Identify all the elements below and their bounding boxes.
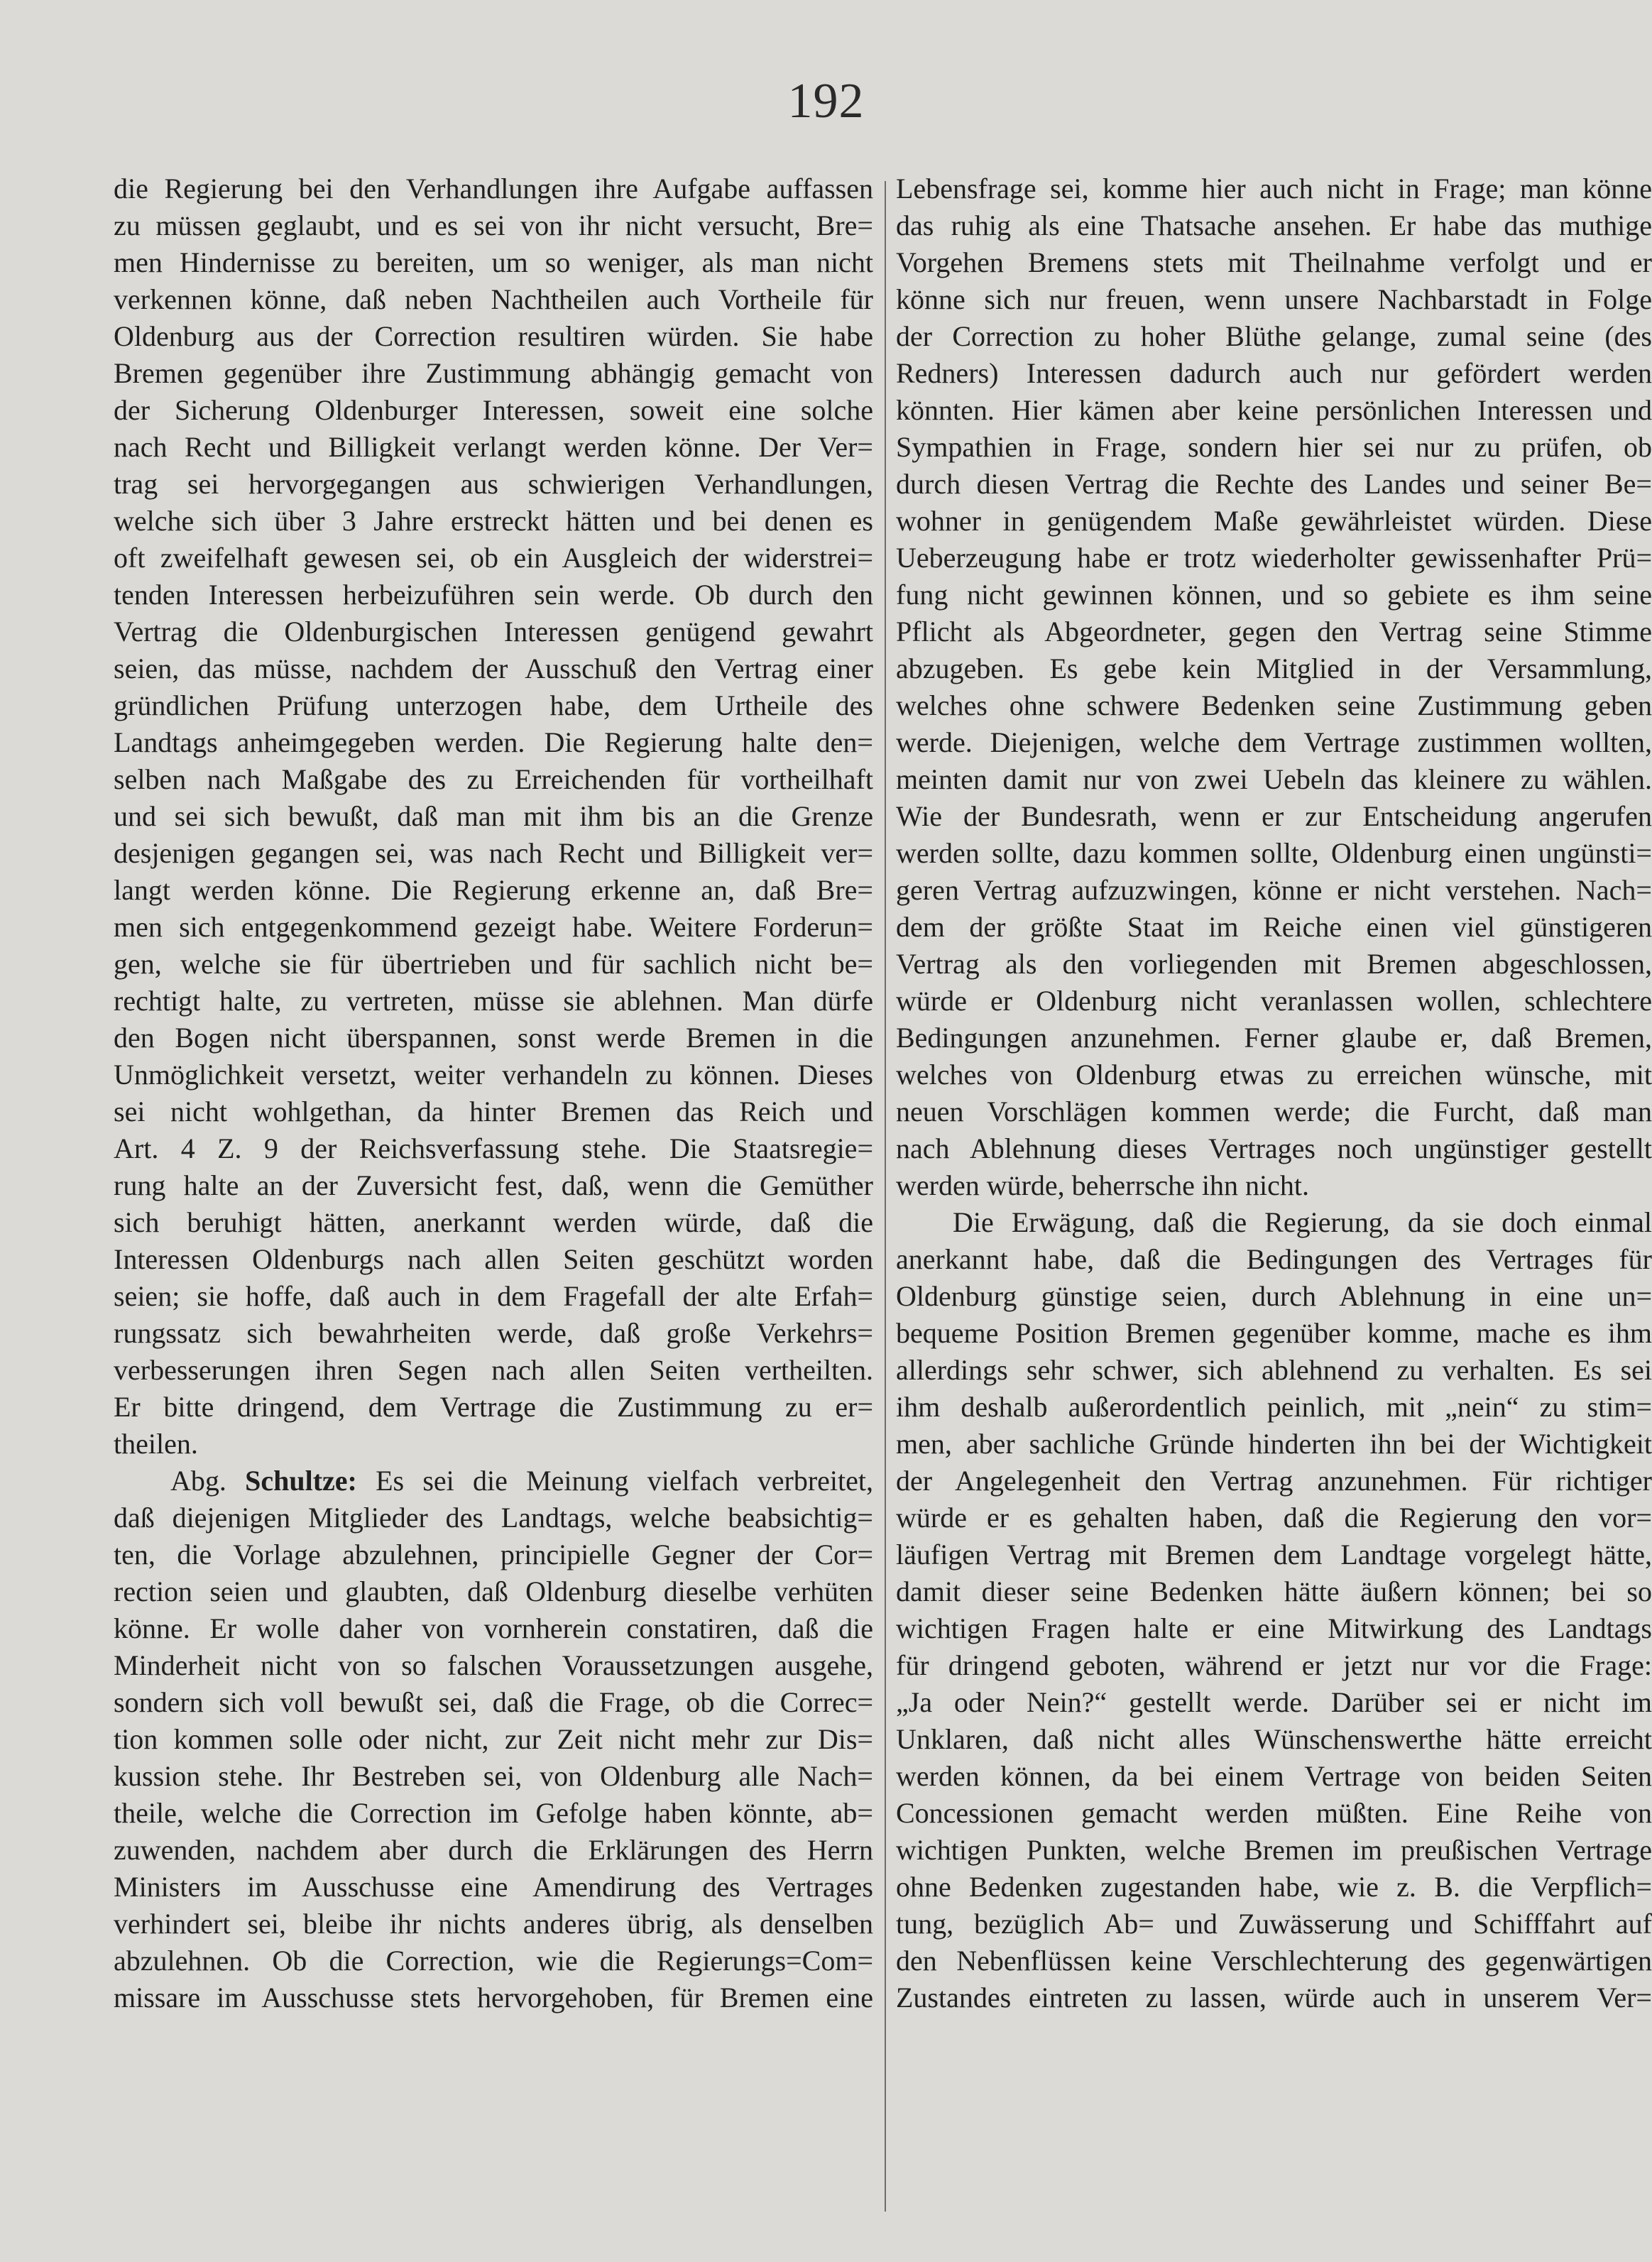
paragraph-line: wichtigen Punkten, welche Bremen im preußischen Vertrage xyxy=(896,1834,1652,1866)
text-line: Oldenburg aus der Correction resultiren würden. Sie habe xyxy=(114,320,873,352)
text-line: fung nicht gewinnen können, und so gebiete es ihm seine xyxy=(896,579,1652,611)
paragraph-line: allerdings sehr schwer, sich ablehnend zu verhalten. Es sei xyxy=(896,1354,1652,1386)
text-line: geren Vertrag aufzuzwingen, könne er nicht verstehen. Nach= xyxy=(896,874,1652,906)
left-column-opening-text xyxy=(114,170,873,1463)
text-line: dem der größte Staat im Reiche einen viel günstigeren xyxy=(896,911,1652,943)
speech-line: rection seien und glaubten, daß Oldenburg dieselbe verhüten xyxy=(114,1575,873,1607)
text-line: sei nicht wohlgethan, da hinter Bremen das Reich und xyxy=(114,1096,873,1127)
text-line: welche sich über 3 Jahre erstreckt hätten und bei denen es xyxy=(114,505,873,537)
speaker-paragraph xyxy=(114,1463,873,2016)
text-line: Landtags anheimgegeben werden. Die Regierung halte den= xyxy=(114,726,873,758)
paragraph-line: würde er es gehalten haben, daß die Regierung den vor= xyxy=(896,1502,1652,1534)
speaker-prefix: Abg. xyxy=(170,1465,226,1497)
paragraph-line: werden können, da bei einem Vertrage von beiden Seiten xyxy=(896,1760,1652,1792)
speech-line: verhindert sei, bleibe ihr nichts anderes übrig, als denselben xyxy=(114,1908,873,1940)
text-line: den Bogen nicht überspannen, sonst werde Bremen in die xyxy=(114,1022,873,1054)
paragraph-line: bequeme Position Bremen gegenüber komme, mache es ihm xyxy=(896,1317,1652,1349)
paragraph-line: tung, bezüglich Ab= und Zuwässerung und Schifffahrt auf xyxy=(896,1908,1652,1940)
right-column-new-paragraph xyxy=(896,1204,1652,2016)
text-line: Bedingungen anzunehmen. Ferner glaube er, daß Bremen, xyxy=(896,1022,1652,1054)
text-line: verkennen könne, daß neben Nachtheilen auch Vortheile für xyxy=(114,283,873,315)
text-line: nach Recht und Billigkeit verlangt werden könne. Der Ver= xyxy=(114,431,873,463)
text-line: werden würde, beherrsche ihn nicht. xyxy=(896,1169,1309,1201)
speech-line: sondern sich voll bewußt sei, daß die Frage, ob die Correc= xyxy=(114,1686,873,1718)
speech-line: zuwenden, nachdem aber durch die Erklärungen des Herrn xyxy=(114,1834,873,1866)
text-line: Vorgehen Bremens stets mit Theilnahme verfolgt und er xyxy=(896,246,1652,278)
text-line: abzugeben. Es gebe kein Mitglied in der Versammlung, xyxy=(896,652,1652,684)
text-line: meinten damit nur von zwei Uebeln das kleinere zu wählen. xyxy=(896,763,1652,795)
text-line: und sei sich bewußt, daß man mit ihm bis an die Grenze xyxy=(114,800,873,832)
speech-line: theile, welche die Correction im Gefolge haben könnte, ab= xyxy=(114,1797,873,1829)
speech-line: kussion stehe. Ihr Bestreben sei, von Oldenburg alle Nach= xyxy=(114,1760,873,1792)
speech-line: abzulehnen. Ob die Correction, wie die Regierungs=Com= xyxy=(114,1945,873,1977)
speech-line: tion kommen solle oder nicht, zur Zeit nicht mehr zur Dis= xyxy=(114,1723,873,1755)
text-line: Interessen Oldenburgs nach allen Seiten geschützt worden xyxy=(114,1243,873,1275)
text-line: men Hindernisse zu bereiten, um so weniger, als man nicht xyxy=(114,246,873,278)
speech-line: könne. Er wolle daher von vornherein constatiren, daß die xyxy=(114,1612,873,1644)
speaker-opening-text: Es sei die Meinung vielfach verbreitet, xyxy=(376,1465,873,1497)
speaker-opening-line xyxy=(114,1463,873,1499)
speaker-name: Schultze: xyxy=(245,1465,357,1497)
text-line: welches ohne schwere Bedenken seine Zustimmung geben xyxy=(896,689,1652,721)
text-line: Vertrag die Oldenburgischen Interessen genügend gewahrt xyxy=(114,616,873,648)
speech-line: Ministers im Ausschusse eine Amendirung des Vertrages xyxy=(114,1871,873,1903)
text-line: neuen Vorschlägen kommen werde; die Furcht, daß man xyxy=(896,1096,1652,1127)
text-line: wohner in genügendem Maße gewährleistet würden. Diese xyxy=(896,505,1652,537)
text-line: der Sicherung Oldenburger Interessen, soweit eine solche xyxy=(114,394,873,426)
text-line: men sich entgegenkommend gezeigt habe. Weitere Forderun= xyxy=(114,911,873,943)
text-line: könne sich nur freuen, wenn unsere Nachbarstadt in Folge xyxy=(896,283,1652,315)
text-line: desjenigen gegangen sei, was nach Recht und Billigkeit ver= xyxy=(114,837,873,869)
text-line: rungssatz sich bewahrheiten werde, daß große Verkehrs= xyxy=(114,1317,873,1349)
text-line: gen, welche sie für übertrieben und für sachlich nicht be= xyxy=(114,948,873,980)
text-line: zu müssen geglaubt, und es sei von ihr nicht versucht, Bre= xyxy=(114,209,873,241)
text-line: rechtigt halte, zu vertreten, müsse sie ablehnen. Man dürfe xyxy=(114,985,873,1017)
text-line: könnten. Hier kämen aber keine persönlichen Interessen und xyxy=(896,394,1652,426)
paragraph-line: läufigen Vertrag mit Bremen dem Landtage vorgelegt hätte, xyxy=(896,1539,1652,1570)
paragraph-line: Die Erwägung, daß die Regierung, da sie doch einmal xyxy=(953,1206,1652,1238)
text-line: verbesserungen ihren Segen nach allen Seiten vertheilten. xyxy=(114,1354,873,1386)
paragraph-line: men, aber sachliche Gründe hinderten ihn bei der Wichtigkeit xyxy=(896,1428,1652,1460)
text-line: sich beruhigt hätten, anerkannt werden würde, daß die xyxy=(114,1206,873,1238)
text-line: Wie der Bundesrath, wenn er zur Entscheidung angerufen xyxy=(896,800,1652,832)
paragraph-line: anerkannt habe, daß die Bedingungen des Vertrages für xyxy=(896,1243,1652,1275)
speech-line: Minderheit nicht von so falschen Voraussetzungen ausgehe, xyxy=(114,1649,873,1681)
paragraph-line: für dringend geboten, während er jetzt nur vor die Frage: xyxy=(896,1649,1652,1681)
text-line: oft zweifelhaft gewesen sei, ob ein Ausgleich der widerstrei= xyxy=(114,542,873,574)
text-line: Er bitte dringend, dem Vertrage die Zustimmung zu er= xyxy=(114,1391,873,1423)
paragraph-line: damit dieser seine Bedenken hätte äußern können; bei so xyxy=(896,1575,1652,1607)
text-line: nach Ablehnung dieses Vertrages noch ungünstiger gestellt xyxy=(896,1132,1652,1164)
text-line: Vertrag als den vorliegenden mit Bremen abgeschlossen, xyxy=(896,948,1652,980)
right-column-continued-speech xyxy=(896,170,1652,1204)
text-line: Redners) Interessen dadurch auch nur gefördert werden xyxy=(896,357,1652,389)
paragraph-line: Zustandes eintreten zu lassen, würde auch in unserem Ver= xyxy=(896,1982,1652,2014)
text-line: Bremen gegenüber ihre Zustimmung abhängig gemacht von xyxy=(114,357,873,389)
text-line: Sympathien in Frage, sondern hier sei nur zu prüfen, ob xyxy=(896,431,1652,463)
paragraph-line: Oldenburg günstige seien, durch Ablehnung in eine un= xyxy=(896,1280,1652,1312)
speech-line: ten, die Vorlage abzulehnen, principielle Gegner der Cor= xyxy=(114,1539,873,1570)
paragraph-line: ohne Bedenken zugestanden habe, wie z. B. die Verpflich= xyxy=(896,1871,1652,1903)
text-line: gründlichen Prüfung unterzogen habe, dem Urtheile des xyxy=(114,689,873,721)
paragraph-line: Unklaren, daß nicht alles Wünschenswerthe hätte erreicht xyxy=(896,1723,1652,1755)
left-text-column xyxy=(114,170,873,2201)
text-line: trag sei hervorgegangen aus schwierigen Verhandlungen, xyxy=(114,468,873,500)
speech-line: daß diejenigen Mitglieder des Landtags, welche beabsichtig= xyxy=(114,1502,873,1534)
page-number: 192 xyxy=(787,74,865,129)
paragraph-line: der Angelegenheit den Vertrag anzunehmen. Für richtiger xyxy=(896,1465,1652,1497)
text-line: langt werden könne. Die Regierung erkenne an, daß Bre= xyxy=(114,874,873,906)
right-text-column xyxy=(896,170,1652,2201)
speech-line: missare im Ausschusse stets hervorgehoben, für Bremen eine xyxy=(114,1982,873,2014)
text-line: tenden Interessen herbeizuführen sein werde. Ob durch den xyxy=(114,579,873,611)
text-line: Art. 4 Z. 9 der Reichsverfassung stehe. Die Staatsregie= xyxy=(114,1132,873,1164)
text-line: welches von Oldenburg etwas zu erreichen wünsche, mit xyxy=(896,1059,1652,1091)
text-line: selben nach Maßgabe des zu Erreichenden für vortheilhaft xyxy=(114,763,873,795)
text-line: werden sollte, dazu kommen sollte, Oldenburg einen ungünsti= xyxy=(896,837,1652,869)
text-line: der Correction zu hoher Blüthe gelange, zumal seine (des xyxy=(896,320,1652,352)
paragraph-line: Concessionen gemacht werden müßten. Eine Reihe von xyxy=(896,1797,1652,1829)
text-line: Unmöglichkeit versetzt, weiter verhandeln zu können. Dieses xyxy=(114,1059,873,1091)
paragraph-line: „Ja oder Nein?“ gestellt werde. Darüber sei er nicht im xyxy=(896,1686,1652,1718)
text-line: seien, das müsse, nachdem der Ausschuß den Vertrag einer xyxy=(114,652,873,684)
column-divider xyxy=(885,181,886,2212)
text-line: werde. Diejenigen, welche dem Vertrage zustimmen wollten, xyxy=(896,726,1652,758)
text-line: durch diesen Vertrag die Rechte des Landes und seiner Be= xyxy=(896,468,1652,500)
text-line: würde er Oldenburg nicht veranlassen wollen, schlechtere xyxy=(896,985,1652,1017)
text-line: rung halte an der Zuversicht fest, daß, wenn die Gemüther xyxy=(114,1169,873,1201)
text-line: das ruhig als eine Thatsache ansehen. Er habe das muthige xyxy=(896,209,1652,241)
paragraph-line: wichtigen Fragen halte er eine Mitwirkung des Landtags xyxy=(896,1612,1652,1644)
text-line: seien; sie hoffe, daß auch in dem Fragefall der alte Erfah= xyxy=(114,1280,873,1312)
text-line: die Regierung bei den Verhandlungen ihre Aufgabe auffassen xyxy=(114,173,873,204)
text-line: Pflicht als Abgeordneter, gegen den Vertrag seine Stimme xyxy=(896,616,1652,648)
text-line: theilen. xyxy=(114,1428,198,1460)
text-line: Lebensfrage sei, komme hier auch nicht in Frage; man könne xyxy=(896,173,1652,204)
text-line: Ueberzeugung habe er trotz wiederholter gewissenhafter Prü= xyxy=(896,542,1652,574)
paragraph-line: ihm deshalb außerordentlich peinlich, mit „nein“ zu stim= xyxy=(896,1391,1652,1423)
paragraph-line: den Nebenflüssen keine Verschlechterung des gegenwärtigen xyxy=(896,1945,1652,1977)
